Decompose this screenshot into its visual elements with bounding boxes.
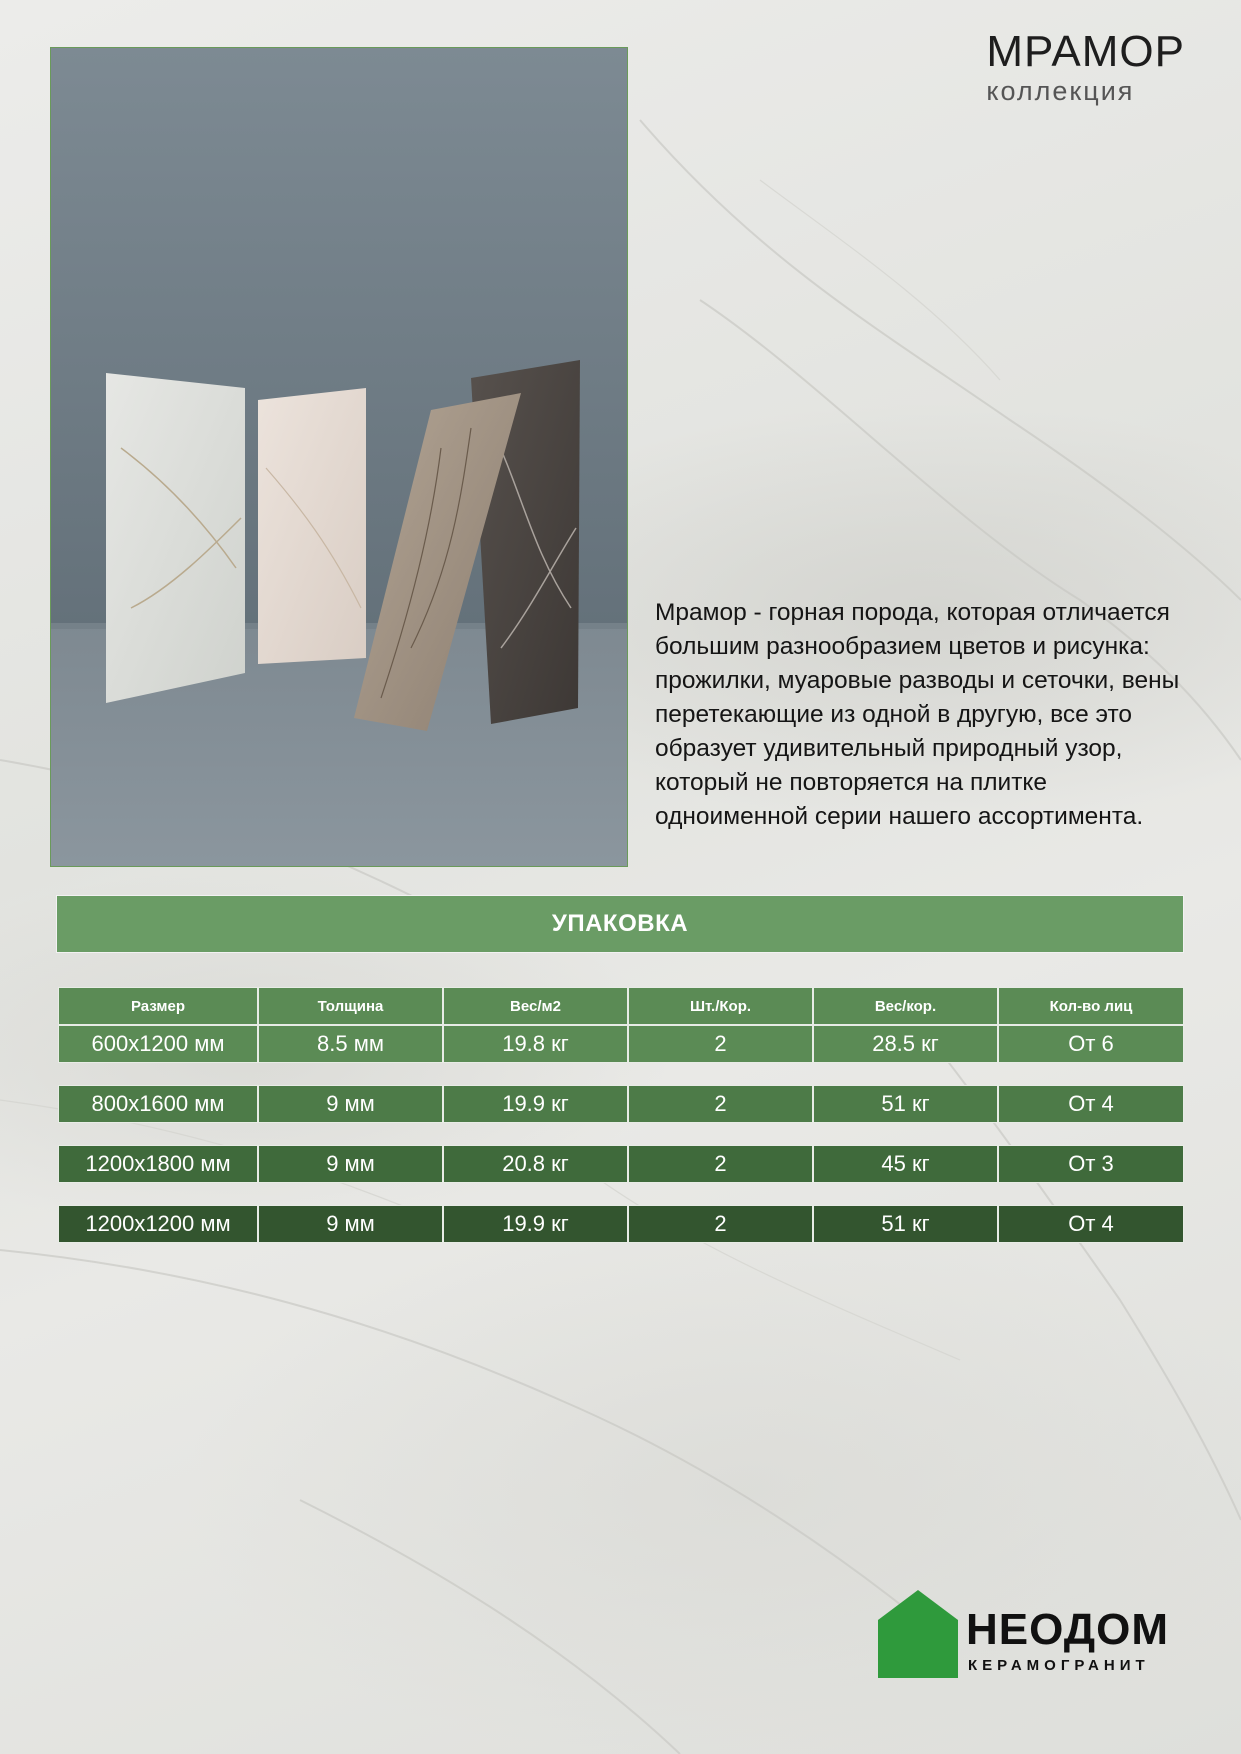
packaging-header [56, 895, 1184, 953]
table-cell: 28.5 кг [813, 1025, 998, 1063]
page-subtitle: коллекция [986, 76, 1135, 106]
table-cell: 2 [628, 1025, 813, 1063]
table-cell: 19.9 кг [443, 1085, 628, 1123]
table-cell: 1200x1800 мм [58, 1145, 258, 1183]
column-header: Толщина [258, 987, 443, 1025]
packaging-title: УПАКОВКА [551, 910, 689, 937]
table-cell: 19.8 кг [443, 1025, 628, 1063]
collection-description: Мрамор - горная порода, которая отличается большим разнообразием цветов и рисунка: прожилки, муаровые разводы и сеточки, вены перетекающие из одной в другую, все это образует удивительный природный узор, который не повторяется на плитке одноименной серии нашего ассортимента. [655, 599, 1180, 830]
table-row [58, 1145, 1184, 1183]
table-cell: От 4 [998, 1085, 1184, 1123]
table-cell: От 3 [998, 1145, 1184, 1183]
table-cell: 8.5 мм [258, 1025, 443, 1063]
table-cell: 51 кг [813, 1205, 998, 1243]
table-cell: 19.9 кг [443, 1205, 628, 1243]
table-cell: 9 мм [258, 1085, 443, 1123]
product-photo [50, 47, 628, 867]
packaging-table [58, 987, 1184, 1243]
table-cell: От 4 [998, 1205, 1184, 1243]
brand-tagline: КЕРАМОГРАНИТ [968, 1657, 1150, 1674]
table-cell: 9 мм [258, 1205, 443, 1243]
table-cell: 51 кг [813, 1085, 998, 1123]
table-row [58, 1085, 1184, 1123]
table-cell: 45 кг [813, 1145, 998, 1183]
table-cell: 2 [628, 1085, 813, 1123]
collection-title [986, 27, 1185, 107]
table-cell: 600x1200 мм [58, 1025, 258, 1063]
column-header: Кол-во лиц [998, 987, 1184, 1025]
table-cell: От 6 [998, 1025, 1184, 1063]
marble-slabs-image [51, 48, 628, 867]
table-cell: 20.8 кг [443, 1145, 628, 1183]
column-header: Вес/м2 [443, 987, 628, 1025]
column-header: Шт./Кор. [628, 987, 813, 1025]
table-cell: 800x1600 мм [58, 1085, 258, 1123]
table-cell: 9 мм [258, 1145, 443, 1183]
table-row [58, 1025, 1184, 1063]
table-row [58, 1205, 1184, 1243]
table-cell: 2 [628, 1145, 813, 1183]
column-header: Вес/кор. [813, 987, 998, 1025]
table-cell: 1200x1200 мм [58, 1205, 258, 1243]
table-cell: 2 [628, 1205, 813, 1243]
house-icon [878, 1590, 958, 1678]
table-header-row [58, 987, 1184, 1025]
page-title: МРАМОР [986, 27, 1185, 76]
brand-name: НЕОДОМ [966, 1605, 1169, 1654]
column-header: Размер [58, 987, 258, 1025]
brand-logo [878, 1590, 1188, 1680]
